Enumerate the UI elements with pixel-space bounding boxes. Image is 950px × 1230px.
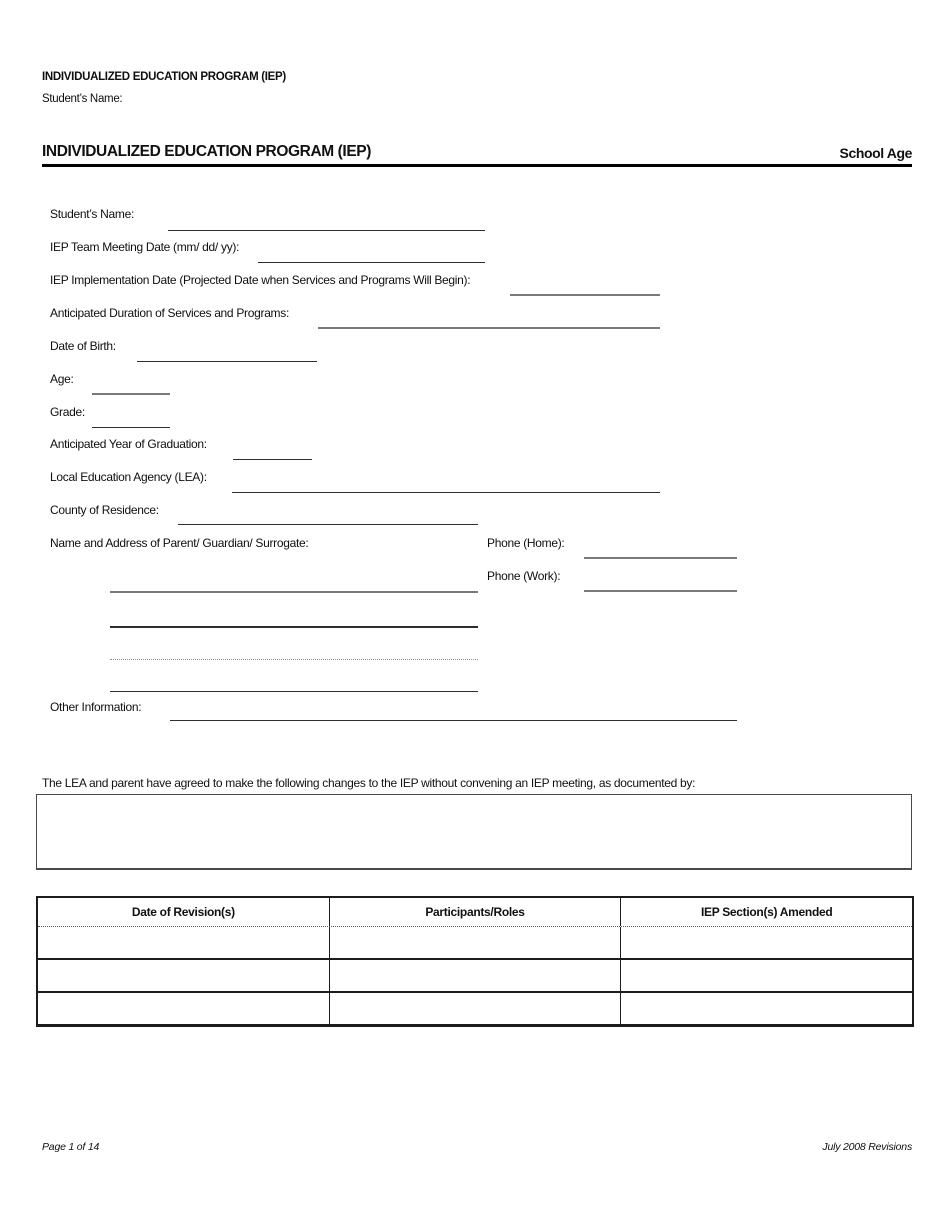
implementation-date-label: IEP Implementation Date (Projected Date when Services and Programs Will Begin): xyxy=(50,273,471,287)
revisions-cell-participants-2[interactable] xyxy=(330,960,622,991)
revisions-cell-participants-3[interactable] xyxy=(330,993,622,1024)
page-number: Page 1 of 14 xyxy=(42,1141,100,1153)
revisions-cell-sections-3[interactable] xyxy=(621,993,912,1024)
phone-work-label: Phone (Work): xyxy=(487,569,561,583)
revisions-cell-date-1[interactable] xyxy=(38,927,330,958)
meeting-date-line[interactable] xyxy=(258,262,485,263)
duration-label: Anticipated Duration of Services and Programs: xyxy=(50,306,289,320)
meeting-date-label: IEP Team Meeting Date (mm/ dd/ yy): xyxy=(50,240,240,254)
revisions-header-date: Date of Revision(s) xyxy=(38,898,330,926)
agreement-entry-box[interactable] xyxy=(36,794,912,870)
page-title: INDIVIDUALIZED EDUCATION PROGRAM (IEP) xyxy=(42,143,371,160)
graduation-year-line[interactable] xyxy=(233,459,312,460)
grade-label: Grade: xyxy=(50,405,85,419)
running-header-student-label: Student’s Name: xyxy=(42,93,123,105)
revisions-header-sections: IEP Section(s) Amended xyxy=(700,905,833,919)
age-label: Age: xyxy=(50,372,74,386)
phone-work-line[interactable] xyxy=(584,590,737,592)
parent-address-line-4[interactable] xyxy=(110,691,478,692)
revisions-cell-date-3[interactable] xyxy=(38,993,330,1024)
other-info-label: Other Information: xyxy=(50,700,142,714)
implementation-date-line[interactable] xyxy=(510,294,660,296)
date-of-birth-line[interactable] xyxy=(137,361,317,362)
revisions-cell-sections-2[interactable] xyxy=(621,960,912,991)
date-of-birth-label: Date of Birth: xyxy=(50,339,116,353)
table-row xyxy=(38,993,912,1024)
student-name-label: Student’s Name: xyxy=(50,207,134,221)
duration-line[interactable] xyxy=(318,327,660,329)
student-name-line[interactable] xyxy=(168,230,485,231)
revisions-table xyxy=(36,896,914,1027)
phone-home-line[interactable] xyxy=(584,557,737,559)
school-age-label: School Age xyxy=(839,145,912,161)
lea-label: Local Education Agency (LEA): xyxy=(50,470,207,484)
revisions-cell-date-2[interactable] xyxy=(38,960,330,991)
parent-address-line-1[interactable] xyxy=(110,591,478,593)
agreement-statement: The LEA and parent have agreed to make the following changes to the IEP without convening an IEP meeting, as documented by: xyxy=(42,776,696,790)
revisions-table-header-row xyxy=(38,898,912,927)
county-label: County of Residence: xyxy=(50,503,159,517)
age-line[interactable] xyxy=(92,393,170,395)
section-heading-row xyxy=(42,143,912,167)
revision-date: July 2008 Revisions xyxy=(822,1141,912,1153)
revisions-header-participants: Participants/Roles xyxy=(330,898,622,926)
phone-home-label: Phone (Home): xyxy=(487,536,565,550)
county-line[interactable] xyxy=(178,524,478,525)
table-row xyxy=(38,927,912,960)
parent-address-line-3[interactable] xyxy=(110,659,478,660)
running-header-title: INDIVIDUALIZED EDUCATION PROGRAM (IEP) xyxy=(42,71,286,83)
revisions-cell-participants-1[interactable] xyxy=(330,927,622,958)
lea-line[interactable] xyxy=(232,492,660,493)
grade-line[interactable] xyxy=(92,427,170,428)
table-row xyxy=(38,960,912,993)
parent-name-address-label: Name and Address of Parent/ Guardian/ Surrogate: xyxy=(50,536,309,550)
revisions-cell-sections-1[interactable] xyxy=(621,927,912,958)
graduation-year-label: Anticipated Year of Graduation: xyxy=(50,437,207,451)
other-info-line[interactable] xyxy=(170,720,737,721)
parent-address-line-2[interactable] xyxy=(110,626,478,628)
